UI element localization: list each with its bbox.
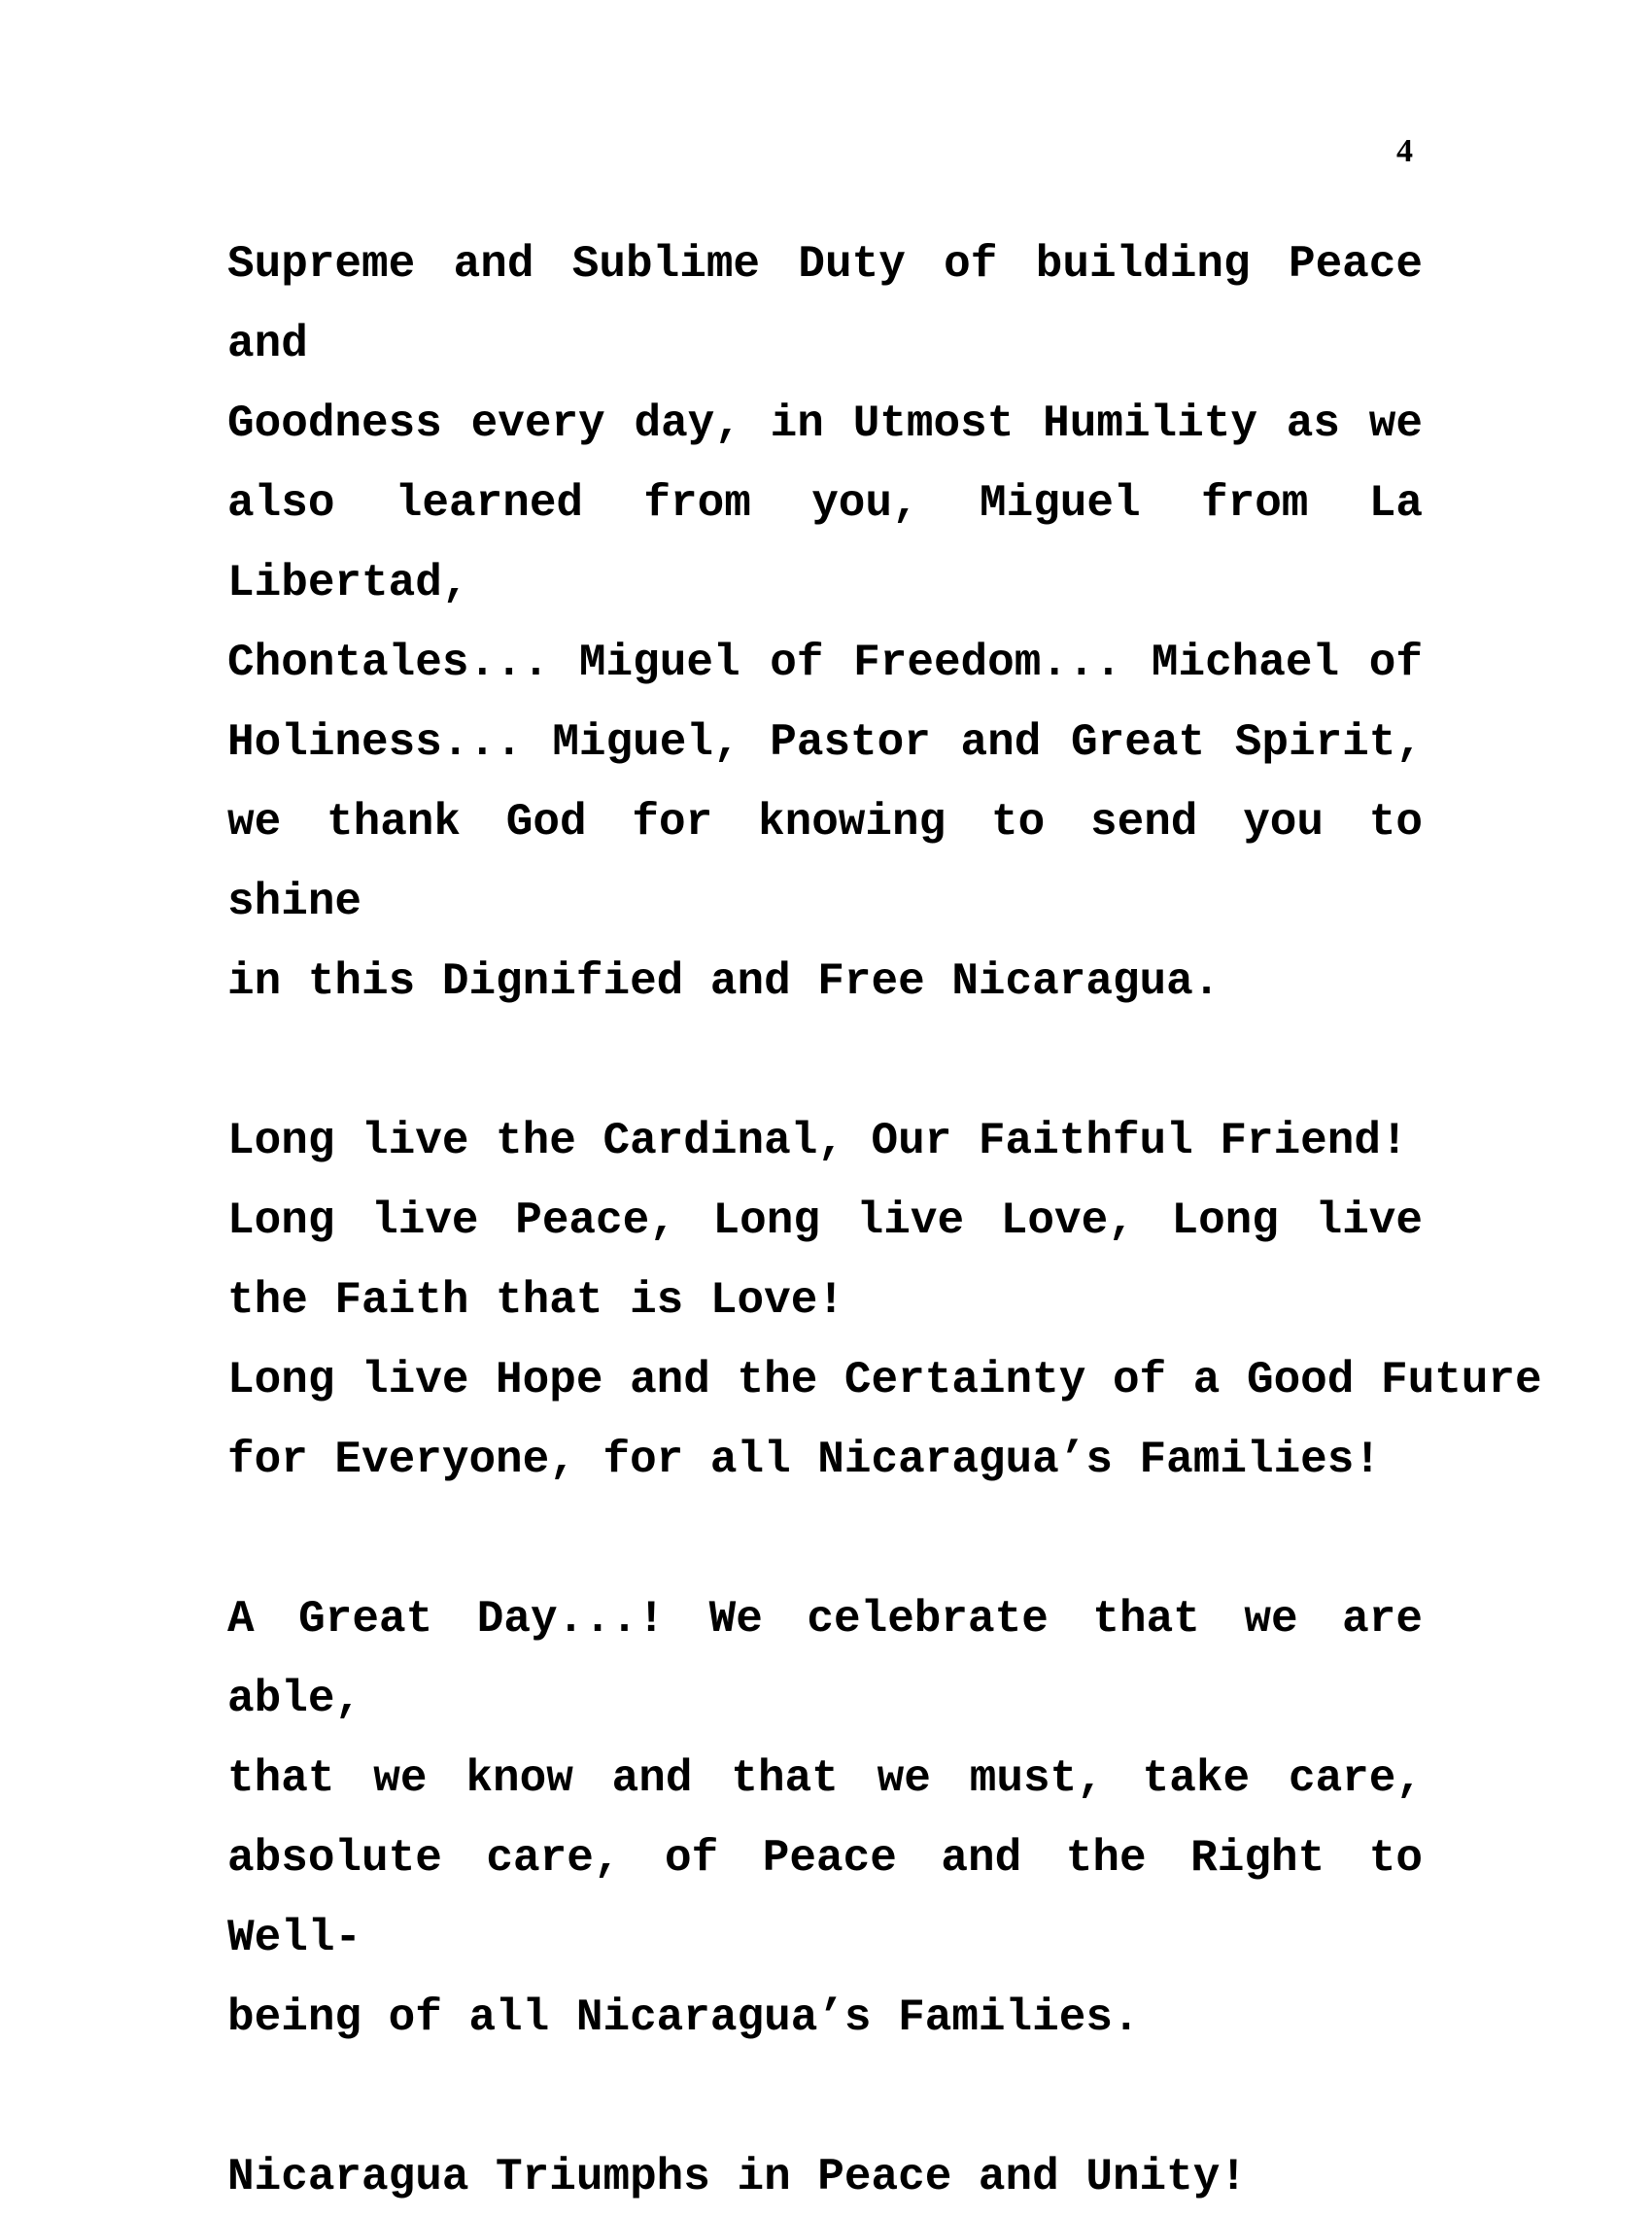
page-number: 4 bbox=[1396, 133, 1413, 169]
text-line: absolute care, of Peace and the Right to Well- bbox=[227, 1833, 1423, 1963]
text-line: Supreme and Sublime Duty of building Peace and bbox=[227, 239, 1423, 369]
text-line: Long live Hope and the Certainty of a Good Future bbox=[227, 1355, 1542, 1405]
text-line: the Faith that is Love! bbox=[227, 1275, 844, 1326]
text-line: that we know and that we must, take care, bbox=[227, 1753, 1423, 1804]
text-line: for Everyone, for all Nicaragua’s Families! bbox=[227, 1435, 1381, 1485]
paragraph-spacer bbox=[227, 2058, 1423, 2137]
paragraph-2 bbox=[227, 1101, 1542, 1500]
text-line: Chontales... Miguel of Freedom... Michael of bbox=[227, 638, 1423, 688]
paragraph-4 bbox=[227, 2137, 1423, 2217]
text-line: being of all Nicaragua’s Families. bbox=[227, 1992, 1140, 2043]
paragraph-3 bbox=[227, 1579, 1423, 2058]
text-line: in this Dignified and Free Nicaragua. bbox=[227, 956, 1221, 1007]
paragraph-1 bbox=[227, 225, 1423, 1022]
paragraph-spacer bbox=[227, 1022, 1423, 1101]
text-line: Holiness... Miguel, Pastor and Great Spirit, bbox=[227, 717, 1423, 768]
text-line: A Great Day...! We celebrate that we are able, bbox=[227, 1594, 1423, 1724]
text-line: Long live the Cardinal, Our Faithful Friend! bbox=[227, 1116, 1408, 1166]
document-body bbox=[227, 225, 1542, 2217]
text-line: we thank God for knowing to send you to shine bbox=[227, 797, 1423, 927]
text-line: also learned from you, Miguel from La Libertad, bbox=[227, 478, 1423, 608]
paragraph-spacer bbox=[227, 1500, 1423, 1579]
text-line: Long live Peace, Long live Love, Long live bbox=[227, 1195, 1423, 1246]
text-line: Nicaragua Triumphs in Peace and Unity! bbox=[227, 2152, 1247, 2202]
text-line: Goodness every day, in Utmost Humility as we bbox=[227, 398, 1423, 449]
